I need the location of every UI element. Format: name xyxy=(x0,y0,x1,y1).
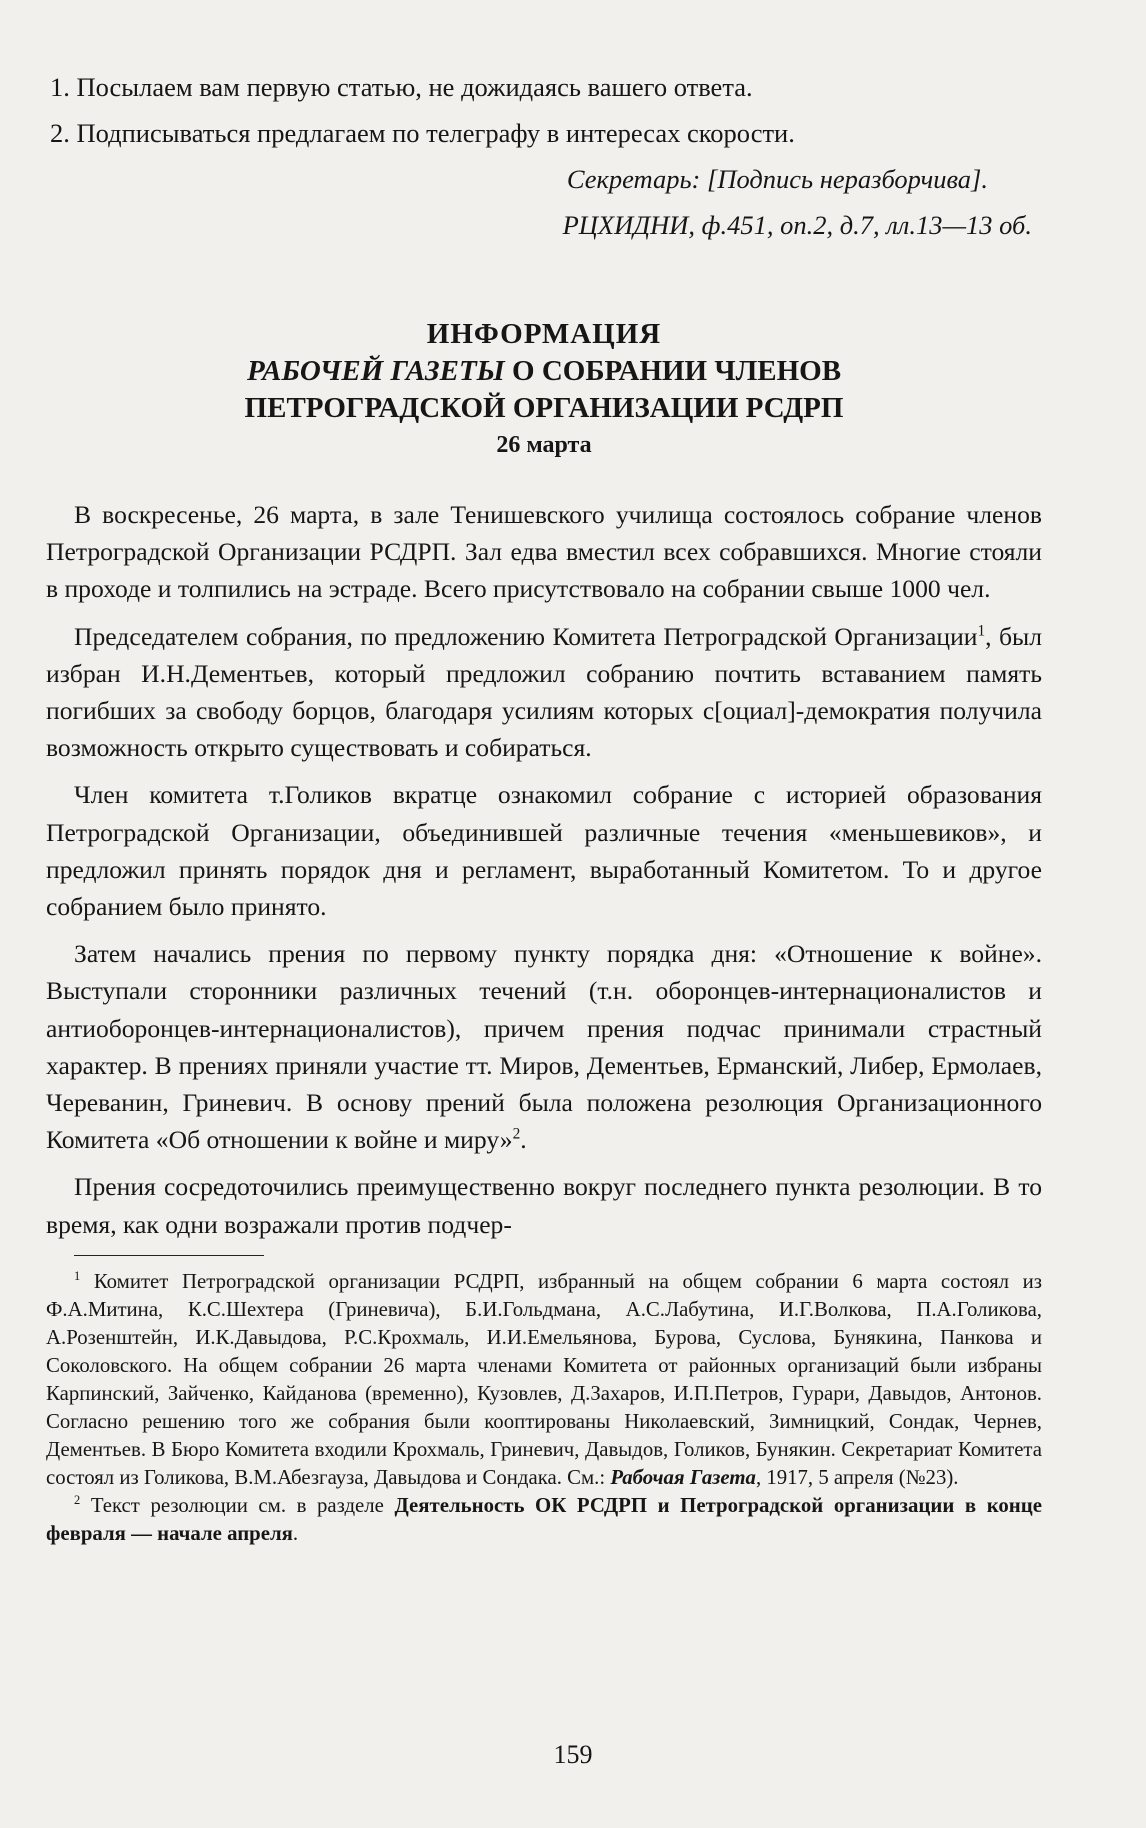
article-body xyxy=(46,496,1042,1243)
list-item-2: 2. Подписываться предлагаем по телеграфу в интересах скорости. xyxy=(50,118,795,148)
paragraph-1: В воскресенье, 26 марта, в зале Тенишевского училища состоялось собрание членов Петроградской Организации РСДРП. Зал едва вместил всех собравшихся. Многие стояли в проходе и толпились на эстраде. Всего присутствовало на собрании свыше 1000 чел. xyxy=(46,500,1042,604)
title-line-2 xyxy=(46,353,1042,390)
title-date: 26 марта xyxy=(496,432,592,458)
title-line-2-rest: О СОБРАНИИ ЧЛЕНОВ xyxy=(504,355,842,387)
archive-reference: РЦХИДНИ, ф.451, оп.2, д.7, лл.13—13 об. xyxy=(562,210,1032,240)
footnote-2 xyxy=(46,1492,1042,1548)
footnote-1 xyxy=(46,1268,1042,1492)
footnote-2-text-a: Текст резолюции см. в разделе xyxy=(80,1493,395,1517)
paragraph-5: Прения сосредоточились преимущественно вокруг последнего пункта резолюции. В то время, как одни возражали против подчер- xyxy=(46,1172,1042,1239)
footnote-divider xyxy=(74,1255,264,1256)
footnote-1-text-b: , 1917, 5 апреля (№23). xyxy=(755,1465,959,1489)
footnote-1-marker: 1 xyxy=(74,1268,81,1283)
footnote-2-text-b: . xyxy=(292,1521,299,1545)
paragraph-2-text-b: , был избран И.Н.Дементьев, который предложил собранию почтить вставанием память погибших за свободу борцов, благодаря усилиям которых с[оциал]-демократия получила возможность открыто существовать и собираться. xyxy=(46,621,1042,763)
footnote-1-newspaper: Рабочая Газета xyxy=(610,1465,756,1489)
title-line-3: ПЕТРОГРАДСКОЙ ОРГАНИЗАЦИИ РСДРП xyxy=(244,392,844,424)
list-item-1: 1. Посылаем вам первую статью, не дожидаясь вашего ответа. xyxy=(50,72,753,102)
page-number: 159 xyxy=(553,1740,593,1769)
footnote-ref-2: 2 xyxy=(512,1125,521,1143)
document-title xyxy=(46,316,1042,463)
paragraph-4-text-b: . xyxy=(520,1125,527,1155)
title-newspaper-name: РАБОЧЕЙ ГАЗЕТЫ xyxy=(246,355,505,387)
footnote-1-text-a: Комитет Петроградской организации РСДРП, избранный на общем собрании 6 марта состоял из Ф.А.Митина, К.С.Шехтера (Гриневича), Б.И.Гольдмана, А.С.Лабутина, И.Г.Волкова, П.А.Голикова, А.Розенштейн, И.К.Давыдова, Р.С.Крохмаль, И.И.Емельянова, Бурова, Суслова, Бунякина, Панкова и Соколовского. На общем собрании 26 марта членами Комитета от районных организаций были избраны Карпинский, Зайченко, Кайданова (временно), Кузовлев, Д.Захаров, И.П.Петров, Гурари, Давыдов, Антонов. Согласно решению того же собрания были кооптированы Николаевский, Зимницкий, Сондак, Чернев, Дементьев. В Бюро Комитета входили Крохмаль, Гриневич, Давыдов, Голиков, Бунякин. Секретариат Комитета состоял из Голикова, В.М.Абезгауза, Давыдова и Сондака. См.: xyxy=(46,1269,1042,1489)
paragraph-4 xyxy=(46,935,1042,1158)
paragraph-4-text-a: Затем начались прения по первому пункту порядка дня: «Отношение к войне». Выступали сторонники различных течений (т.н. оборонцев-интернационалистов и антиоборонцев-интернационалистов), причем прения подчас принимали страстный характер. В прениях приняли участие тт. Миров, Дементьев, Ерманский, Либер, Ермолаев, Череванин, Гриневич. В основу прений была положена резолюция Организационного Комитета «Об отношении к войне и миру» xyxy=(46,939,1042,1155)
footnote-ref-1: 1 xyxy=(977,622,986,640)
paragraph-3: Член комитета т.Голиков вкратце ознакомил собрание с историей образования Петроградской Организации, объединившей различные течения «меньшевиков», и предложил принять порядок дня и регламент, выработанный Комитетом. То и другое собранием было принято. xyxy=(46,780,1042,922)
paragraph-2-text-a: Председателем собрания, по предложению Комитета Петроградской Организации xyxy=(74,621,978,651)
footnote-2-marker: 2 xyxy=(74,1492,81,1507)
paragraph-2 xyxy=(46,618,1042,767)
title-line-1: ИНФОРМАЦИЯ xyxy=(426,318,662,350)
signature-line: Секретарь: [Подпись неразборчива]. xyxy=(566,164,988,194)
footnote-2-section-title: Деятельность ОК РСДРП и Петроградской организации в конце февраля — начале апреля xyxy=(46,1493,1043,1545)
footnotes xyxy=(46,1268,1042,1548)
